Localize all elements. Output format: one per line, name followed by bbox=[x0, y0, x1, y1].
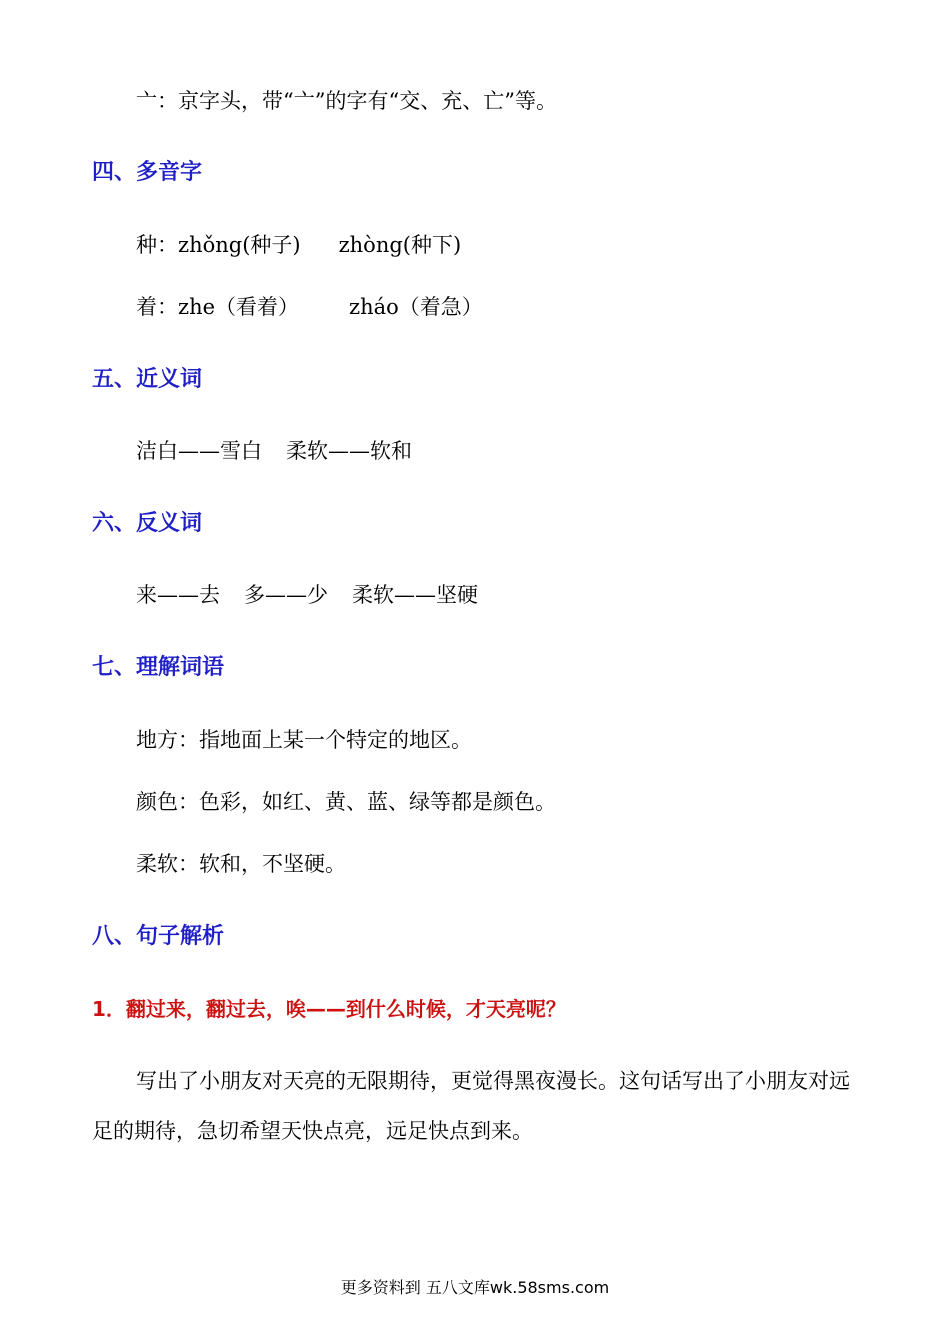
section-title-duoyinzi: 四、多音字 bbox=[92, 160, 203, 185]
word-pair: 来——去 bbox=[136, 583, 220, 607]
sentence-analysis: 写出了小朋友对天亮的无限期待，更觉得黑夜漫长。这句话写出了小朋友对远足的期待，急切希望天快点亮，远足快点到来。 bbox=[92, 1069, 850, 1143]
duoyinzi-item bbox=[136, 292, 483, 322]
duoyinzi-reading: zhe（看着） bbox=[178, 295, 300, 319]
section-title-jinyici: 五、近义词 bbox=[92, 367, 203, 392]
fanyici-list bbox=[136, 580, 478, 610]
definition-item: 柔软：软和，不坚硬。 bbox=[136, 852, 346, 876]
definition-item: 颜色：色彩，如红、黄、蓝、绿等都是颜色。 bbox=[136, 790, 556, 814]
duoyinzi-char: 着： bbox=[136, 295, 178, 319]
section-title-jiexi: 八、句子解析 bbox=[92, 924, 225, 949]
duoyinzi-reading: zháo（着急） bbox=[349, 295, 483, 319]
word-pair: 多——少 bbox=[244, 583, 328, 607]
word-pair: 柔软——软和 bbox=[286, 439, 412, 463]
footer-source: 更多资料到 五八文库wk.58sms.com bbox=[340, 1278, 610, 1297]
definition-item: 地方：指地面上某一个特定的地区。 bbox=[136, 728, 472, 752]
word-pair: 洁白——雪白 bbox=[136, 439, 262, 463]
section-title-fanyici: 六、反义词 bbox=[92, 511, 203, 536]
duoyinzi-item bbox=[136, 230, 461, 260]
duoyinzi-reading: zhòng(种下) bbox=[338, 233, 462, 257]
sentence-title: 1．翻过来，翻过去，唉——到什么时候，才天亮呢？ bbox=[92, 997, 566, 1021]
word-pair: 柔软——坚硬 bbox=[352, 583, 478, 607]
radical-note: 亠：京字头，带“亠”的字有“交、充、亡”等。 bbox=[136, 89, 557, 113]
duoyinzi-char: 种： bbox=[136, 233, 178, 257]
section-title-lijie: 七、理解词语 bbox=[92, 655, 225, 680]
jinyici-list bbox=[136, 436, 412, 466]
duoyinzi-reading: zhǒng(种子) bbox=[178, 233, 301, 257]
